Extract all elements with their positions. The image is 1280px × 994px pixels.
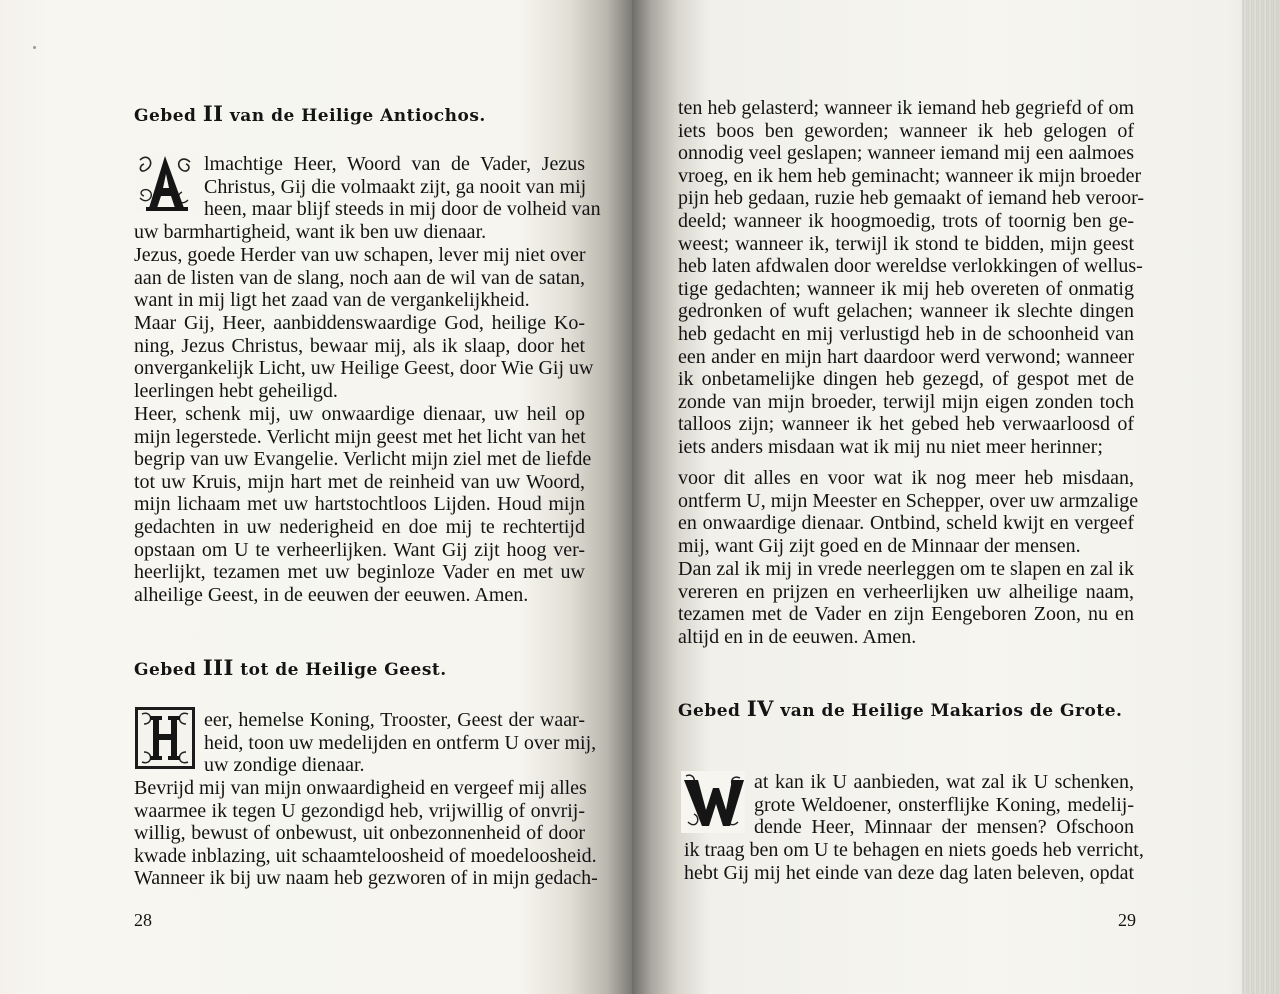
text-line: zonde van mijn broeder, terwijl mijn eigen zonden toch <box>678 390 1134 413</box>
text-line: Dan zal ik mij in vrede neerleggen om te slapen en zal ik <box>678 558 1134 580</box>
para-1-rest <box>134 221 585 244</box>
right-paragraph-2 <box>678 467 1139 557</box>
heading-prefix: Gebed <box>134 660 203 680</box>
text-line: pijn heb gedaan, ruzie heb gemaakt of iemand heb veroor- <box>678 187 1145 210</box>
drop-cap-a <box>134 150 196 214</box>
text-line: uw barmhartigheid, want ik ben uw dienaar. <box>134 221 487 243</box>
heading-prefix: Gebed <box>134 106 203 126</box>
text-line: iets anders misdaan wat ik mij nu niet meer herinner; <box>678 435 1103 458</box>
text-line: een ander en mijn hart daardoor werd verwond; wanneer <box>678 345 1134 368</box>
heading-numeral: II <box>202 101 224 126</box>
text-line: vereren en prijzen en verheerlijken uw alheilige naam, <box>678 580 1134 603</box>
text-line: heb gedacht en mij verlustigd heb in de schoonheid van <box>678 322 1134 345</box>
text-line: Bevrijd mij van mijn onwaardigheid en vergeef mij alles <box>134 777 587 799</box>
heading-numeral: IV <box>746 696 774 721</box>
paragraph-6 <box>134 777 598 890</box>
text-line: weest; wanneer ik, terwijl ik stond te bidden, mijn geest <box>678 232 1134 255</box>
text-line: en onwaardige dienaar. Ontbind, scheld kwijt en vergeef <box>678 512 1134 535</box>
text-line: aan de listen van de slang, noch aan de wil van de satan, <box>134 266 585 289</box>
text-line: willig, bewust of onbewust, uit onbezonnenheid of door <box>134 822 585 845</box>
text-line: heid, toon uw medelijden en ontferm U over mij, <box>204 731 597 754</box>
text-line: kwade inblazing, uit schaamteloosheid of moedeloosheid. <box>134 844 597 867</box>
page-edges <box>1242 0 1280 994</box>
text-line: alheilige Geest, in de eeuwen der eeuwen. Amen. <box>134 583 529 606</box>
text-line: heb laten afdwalen door wereldse verlokkingen of wellus- <box>678 255 1143 278</box>
text-line: grote Weldoener, onsterflijke Koning, medelij- <box>754 793 1134 816</box>
text-line: leerlingen hebt geheiligd. <box>134 379 338 402</box>
text-line: onvergankelijk Licht, uw Heilige Geest, door Wie Gij uw <box>134 357 594 380</box>
heading-title: van de Heilige Makarios de Grote. <box>773 701 1123 721</box>
right-para-4-first <box>754 771 1134 839</box>
paragraph-4 <box>134 403 592 606</box>
left-page <box>0 0 632 994</box>
text-line: ontferm U, mijn Meester en Schepper, over uw armzalige <box>678 489 1139 512</box>
text-line: voor dit alles en voor wat ik nog meer heb misdaan, <box>678 467 1134 489</box>
right-paragraph-5 <box>684 839 1144 884</box>
text-line: talloos zijn; wanneer ik het gebed heb verwaarloosd of <box>678 413 1134 436</box>
prayer-heading-2 <box>134 101 486 126</box>
drop-cap-w <box>680 770 746 834</box>
text-line: mijn legerstede. Verlicht mijn geest met het licht van het <box>134 425 586 448</box>
heading-numeral: III <box>202 655 234 680</box>
paragraph-3 <box>134 312 594 402</box>
prayer-heading-4 <box>678 696 1122 721</box>
text-line: iets boos ben geworden; wanneer ik heb gelogen of <box>678 119 1134 142</box>
text-line: heen, maar blijf steeds in mij door de volheid van <box>204 198 601 221</box>
heading-title: van de Heilige Antiochos. <box>223 106 486 126</box>
text-line: waarmee ik tegen U gezondigd heb, vrijwillig of onvrij- <box>134 799 585 822</box>
text-line: at kan ik U aanbieden, wat zal ik U schenken, <box>754 771 1134 793</box>
text-line: Maar Gij, Heer, aanbiddenswaardige God, heilige Ko- <box>134 312 585 334</box>
text-line: dende Heer, Minnaar der mensen? Ofschoon <box>754 816 1134 839</box>
text-line: altijd en in de eeuwen. Amen. <box>678 625 917 648</box>
text-line: heerlijkt, tezamen met uw beginloze Vader en met uw <box>134 561 585 584</box>
text-line: ik onbetamelijke dingen heb gezegd, of gespot met de <box>678 368 1134 391</box>
drop-cap-h <box>134 706 196 770</box>
text-line: ik traag ben om U te behagen en niets goeds heb verricht, <box>684 839 1144 861</box>
text-line: Christus, Gij die volmaakt zijt, ga nooit van mij <box>204 175 587 198</box>
right-page <box>632 0 1280 994</box>
text-line: mij, want Gij zijt goed en de Minnaar der mensen. <box>678 534 1081 557</box>
text-line: want in mij ligt het zaad van de vergankelijkheid. <box>134 289 530 312</box>
para-1-first <box>204 153 601 221</box>
prayer-heading-3 <box>134 655 447 680</box>
text-line: gedachten in uw nederigheid en doe mij te rechtertijd <box>134 515 585 538</box>
text-line: mijn lichaam met uw hartstochtloos Lijden. Houd mijn <box>134 493 585 516</box>
heading-prefix: Gebed <box>678 701 747 721</box>
text-line: tezamen met de Vader en zijn Eengeboren Zoon, nu en <box>678 603 1134 626</box>
page-number: 29 <box>1118 910 1136 930</box>
text-line: Heer, schenk mij, uw onwaardige dienaar, uw heil op <box>134 403 585 425</box>
text-line: tige gedachten; wanneer ik mij heb overeten of onmatig <box>678 277 1134 300</box>
text-line: Jezus, goede Herder van uw schapen, lever mij niet over <box>134 244 586 266</box>
text-line: deeld; wanneer ik hoogmoedig, trots of toornig ben ge- <box>678 209 1134 232</box>
text-line: Wanneer ik bij uw naam heb gezworen of in mijn gedach- <box>134 867 598 890</box>
heading-title: tot de Heilige Geest. <box>233 660 447 680</box>
right-paragraph-3 <box>678 558 1134 648</box>
text-line: onnodig veel geslapen; wanneer iemand mij een aalmoes <box>678 142 1134 165</box>
para-5-first <box>204 709 597 777</box>
paragraph-2 <box>134 244 585 312</box>
text-line: vroeg, en ik hem heb geminacht; wanneer ik mijn broeder <box>678 164 1142 187</box>
text-line: gedronken of wuft gelachen; wanneer ik slechte dingen <box>678 300 1134 323</box>
speck <box>33 46 36 49</box>
text-line: opstaan om U te verheerlijken. Want Gij zijt hoog ver- <box>134 538 585 561</box>
text-line: begrip van uw Evangelie. Verlicht mijn ziel met de liefde <box>134 448 592 471</box>
text-line: hebt Gij mij het einde van deze dag laten beleven, opdat <box>684 861 1134 884</box>
text-line: eer, hemelse Koning, Trooster, Geest der waar- <box>204 709 585 731</box>
text-line: lmachtige Heer, Woord van de Vader, Jezus <box>204 153 585 175</box>
text-line: uw zondige dienaar. <box>204 754 365 777</box>
page-number: 28 <box>134 910 152 930</box>
text-line: ning, Jezus Christus, bewaar mij, als ik slaap, door het <box>134 334 585 357</box>
text-line: tot uw Kruis, mijn hart met de reinheid van uw Woord, <box>134 470 585 493</box>
right-paragraph-1 <box>678 97 1145 459</box>
text-line: ten heb gelasterd; wanneer ik iemand heb gegriefd of om <box>678 97 1134 119</box>
